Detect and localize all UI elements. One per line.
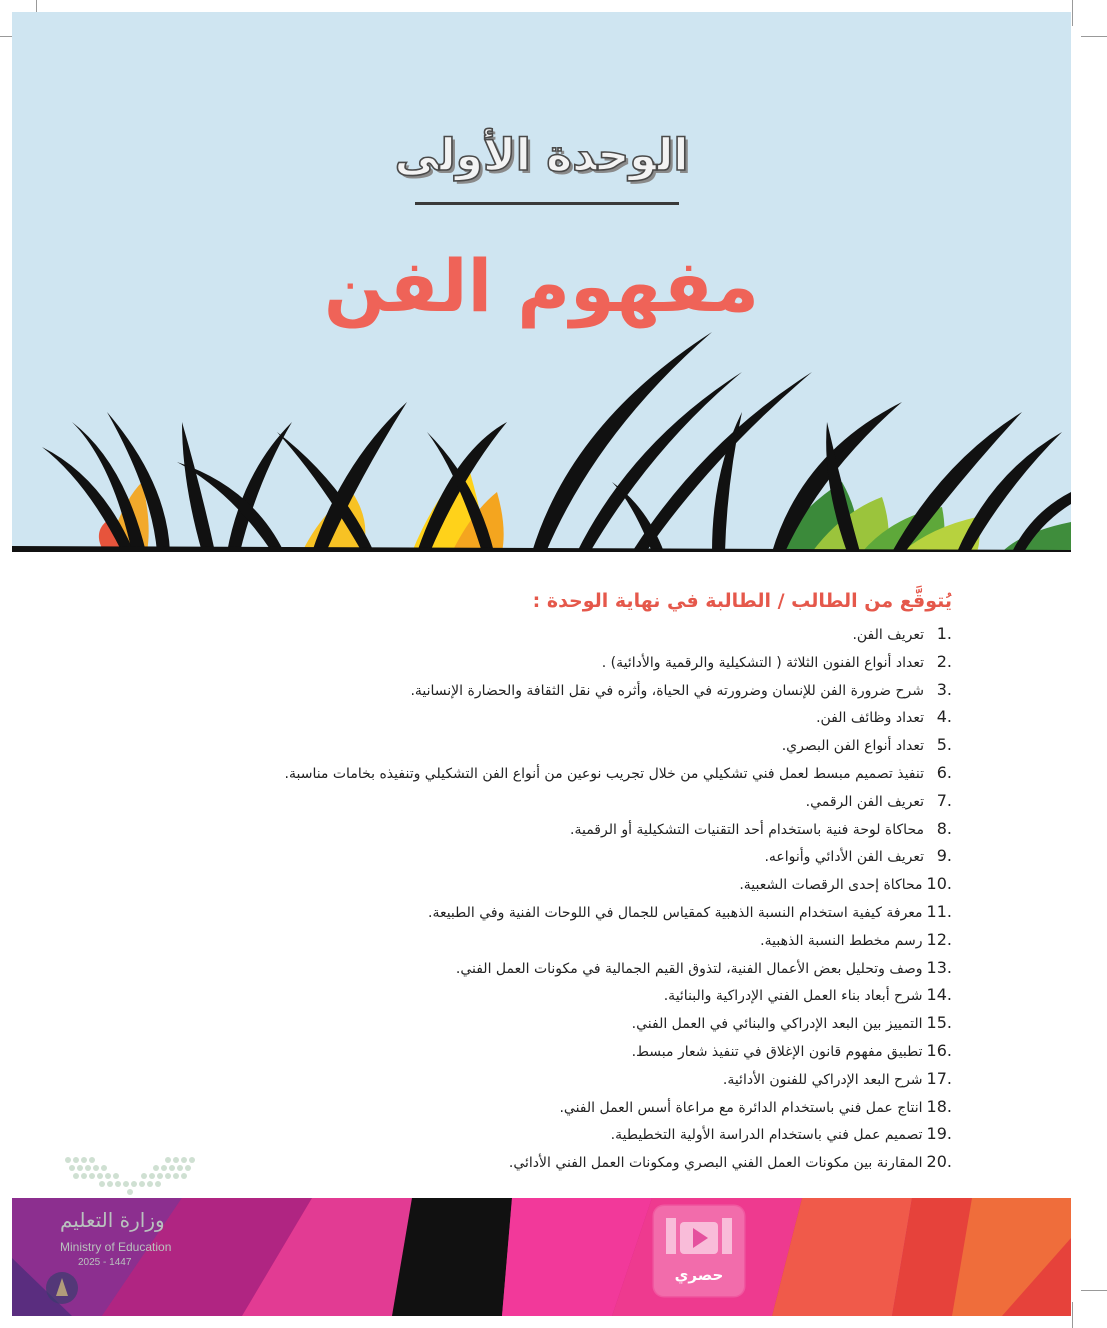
ministry-year: 2025 - 1447: [78, 1257, 132, 1268]
objectives-heading: يُتوقَّع من الطالب / الطالبة في نهاية الوحدة :: [532, 590, 952, 612]
item-number: 2.: [936, 651, 952, 671]
item-text: تصميم عمل فني باستخدام الدراسة الأولية التخطيطية.: [610, 1127, 923, 1144]
item-number: 12.: [926, 929, 952, 949]
list-item: [272, 731, 952, 759]
list-item: [272, 1148, 952, 1176]
crop-mark: [1072, 1302, 1073, 1328]
list-item: [272, 842, 952, 870]
list-item: [272, 954, 952, 982]
item-number: 3.: [936, 679, 952, 699]
item-text: تعداد أنواع الفن البصري.: [781, 738, 924, 755]
item-text: المقارنة بين مكونات العمل الفني البصري ومكونات العمل الفني الأدائي.: [508, 1155, 923, 1172]
list-item: [272, 759, 952, 787]
item-number: 19.: [926, 1124, 952, 1144]
item-text: التمييز بين البعد الإدراكي والبنائي في العمل الفني.: [631, 1016, 923, 1033]
item-text: تطبيق مفهوم قانون الإغلاق في تنفيذ شعار مبسط.: [631, 1043, 923, 1060]
item-number: 13.: [926, 957, 952, 977]
list-item: [272, 981, 952, 1009]
item-text: محاكاة لوحة فنية باستخدام أحد التقنيات التشكيلية أو الرقمية.: [570, 821, 924, 838]
play-book-icon: [648, 1200, 750, 1302]
item-number: 9.: [936, 846, 952, 866]
objectives-list: [272, 620, 952, 1176]
list-item: [272, 1037, 952, 1065]
item-text: تنفيذ تصميم مبسط لعمل فني تشكيلي من خلال تجريب نوعين من أنواع الفن التشكيلي وتنفيذه بخامات مناسبة.: [284, 765, 924, 782]
list-item: [272, 1065, 952, 1093]
unit-banner: [12, 12, 1071, 552]
item-number: 7.: [936, 790, 952, 810]
item-text: معرفة كيفية استخدام النسبة الذهبية كمقياس للجمال في اللوحات الفنية وفي الطبيعة.: [428, 904, 923, 921]
item-number: 20.: [926, 1152, 952, 1172]
list-item: [272, 676, 952, 704]
crop-mark: [1081, 36, 1107, 37]
item-text: وصف وتحليل بعض الأعمال الفنية، لتذوق القيم الجمالية في مكونات العمل الفني.: [455, 960, 923, 977]
list-item: [272, 648, 952, 676]
ministry-name-en: Ministry of Education: [60, 1240, 172, 1254]
item-number: 16.: [926, 1040, 952, 1060]
item-text: انتاج عمل فني باستخدام الدائرة مع مراعاة أسس العمل الفني.: [559, 1099, 923, 1116]
list-item: [272, 815, 952, 843]
item-number: 8.: [936, 818, 952, 838]
watermark-text: حصري: [674, 1266, 724, 1284]
unit-divider: [415, 202, 679, 205]
item-number: 5.: [936, 735, 952, 755]
footer-band: [12, 1198, 1071, 1316]
item-number: 14.: [926, 985, 952, 1005]
grass-illustration: [12, 312, 1071, 552]
list-item: [272, 898, 952, 926]
ministry-logo-dots-icon: [62, 1152, 198, 1196]
item-text: تعداد وظائف الفن.: [816, 710, 924, 727]
item-text: شرح البعد الإدراكي للفنون الأدائية.: [722, 1071, 923, 1088]
item-number: 10.: [926, 874, 952, 894]
item-number: 18.: [926, 1096, 952, 1116]
item-text: تعداد أنواع الفنون الثلاثة ( التشكيلية والرقمية والأدائية) .: [601, 654, 924, 671]
ministry-name-ar: وزارة التعليم: [60, 1208, 165, 1232]
list-item: [272, 870, 952, 898]
item-text: رسم مخطط النسبة الذهبية.: [760, 932, 923, 949]
list-item: [272, 703, 952, 731]
item-number: 6.: [936, 762, 952, 782]
item-text: تعريف الفن الرقمي.: [805, 793, 924, 810]
item-number: 17.: [926, 1068, 952, 1088]
list-item: [272, 620, 952, 648]
unit-title: مفهوم الفن: [323, 244, 760, 328]
item-text: تعريف الفن الأدائي وأنواعه.: [764, 849, 924, 866]
item-text: محاكاة إحدى الرقصات الشعبية.: [739, 877, 923, 894]
emblem-icon: [42, 1268, 82, 1308]
unit-label: الوحدة الأولى: [394, 130, 689, 181]
item-text: شرح ضرورة الفن للإنسان وضرورته في الحياة، وأثره في نقل الثقافة والحضارة الإنسانية.: [410, 682, 924, 699]
list-item: [272, 787, 952, 815]
list-item: [272, 1093, 952, 1121]
item-number: 1.: [936, 624, 952, 643]
book-page: [12, 12, 1071, 1316]
item-number: 15.: [926, 1013, 952, 1033]
item-number: 4.: [936, 707, 952, 727]
list-item: [272, 1009, 952, 1037]
item-text: تعريف الفن.: [852, 627, 924, 643]
crop-mark: [1081, 1290, 1107, 1291]
list-item: [272, 1120, 952, 1148]
list-item: [272, 926, 952, 954]
item-text: شرح أبعاد بناء العمل الفني الإدراكية والبنائية.: [663, 988, 923, 1005]
crop-mark: [1072, 0, 1073, 26]
item-number: 11.: [926, 901, 952, 921]
objectives-section: [272, 590, 952, 1176]
